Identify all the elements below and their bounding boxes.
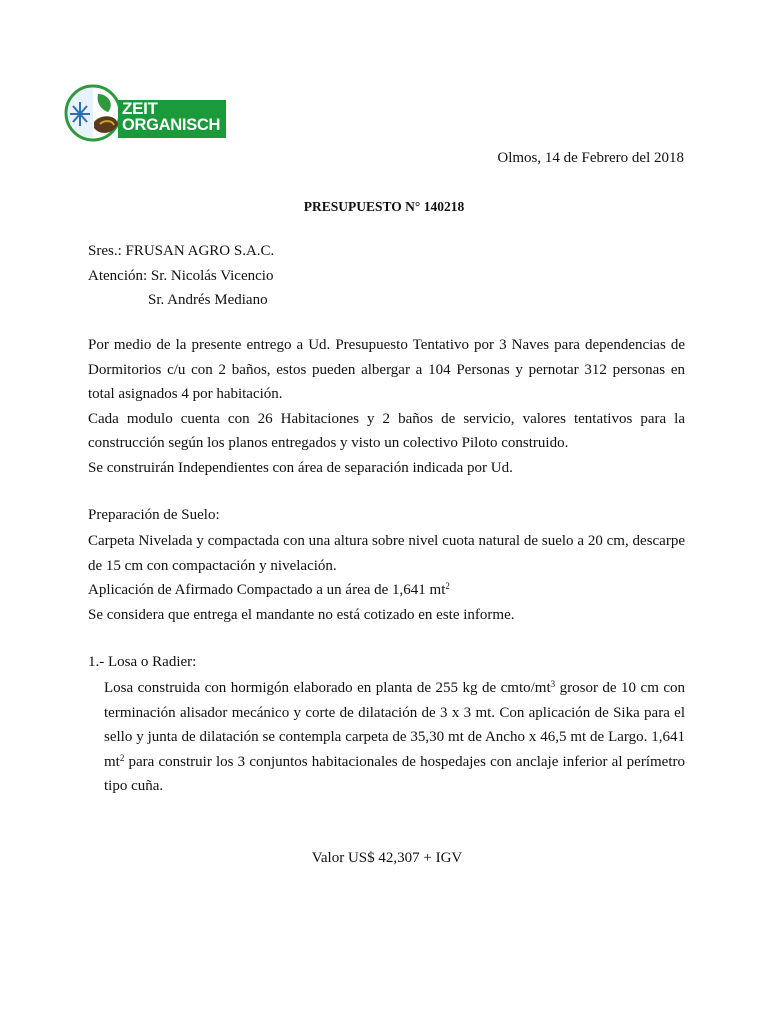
company-logo [64, 84, 226, 142]
logo-line-2: ORGANISCH [122, 116, 221, 134]
suelo-section [88, 529, 685, 627]
valor-total: Valor US$ 42,307 + IGV [311, 850, 463, 866]
intro-paragraph-1: Por medio de la presente entrego a Ud. Presupuesto Tentativo por 3 Naves para dependencias de Dormitorios c/u con 2 baños, estos pueden albergar a 104 Personas y pernotar 312 personas en total asignados 4 por habitación. [88, 337, 685, 402]
losa-text-3: para construir los 3 conjuntos habitacionales de hospedajes con anclaje inferior al perímetro tipo cuña. [104, 753, 685, 795]
intro-section [88, 333, 685, 480]
document-date: Olmos, 14 de Febrero del 2018 [497, 150, 684, 166]
logo-emblem-icon [64, 84, 124, 142]
losa-sup-2: 2 [119, 752, 125, 763]
losa-text-2: grosor de 10 cm con terminación alisador mecánico y corte de dilatación de 3 x 3 mt. Con aplicación de Sika para el sello y junta de dilatación se contempla carpeta de 35,30 mt de Ancho x 46,5 mt de Largo. 1,641 mt [104, 680, 685, 770]
suelo-paragraph-2 [88, 578, 685, 603]
recipient-second-name: Sr. Andrés Mediano [148, 292, 268, 308]
intro-paragraph-2: Cada modulo cuenta con 26 Habitaciones y 2 baños de servicio, valores tentativos para la construcción según los planos entregados y visto un colectivo Piloto construido. [88, 410, 685, 451]
suelo-area-text: Aplicación de Afirmado Compactado a un área de 1,641 mt [88, 582, 446, 598]
recipient-sres: Sres.: FRUSAN AGRO S.A.C. [88, 243, 275, 259]
intro-paragraph-3: Se construirán Independientes con área de separación indicada por Ud. [88, 459, 513, 476]
suelo-paragraph-1: Carpeta Nivelada y compactada con una altura sobre nivel cuota natural de suelo a 20 cm, descarpe de 15 cm con compactación y nivelación. [88, 533, 685, 574]
losa-text-1: Losa construida con hormigón elaborado en planta de 255 kg de cmto/mt [104, 680, 551, 696]
recipient-atencion: Atención: Sr. Nicolás Vicencio [88, 268, 274, 284]
logo-line-1: ZEIT [122, 99, 158, 118]
document-title: PRESUPUESTO N° 140218 [303, 199, 465, 214]
losa-sup-1: 3 [550, 679, 556, 689]
suelo-heading: Preparación de Suelo: [88, 507, 220, 523]
logo-wordmark [118, 100, 226, 138]
suelo-area-sup: 2 [445, 581, 450, 591]
suelo-paragraph-3: Se considera que entrega el mandante no está cotizado en este informe. [88, 606, 515, 623]
losa-heading: 1.- Losa o Radier: [88, 654, 197, 670]
losa-paragraph [104, 676, 685, 799]
